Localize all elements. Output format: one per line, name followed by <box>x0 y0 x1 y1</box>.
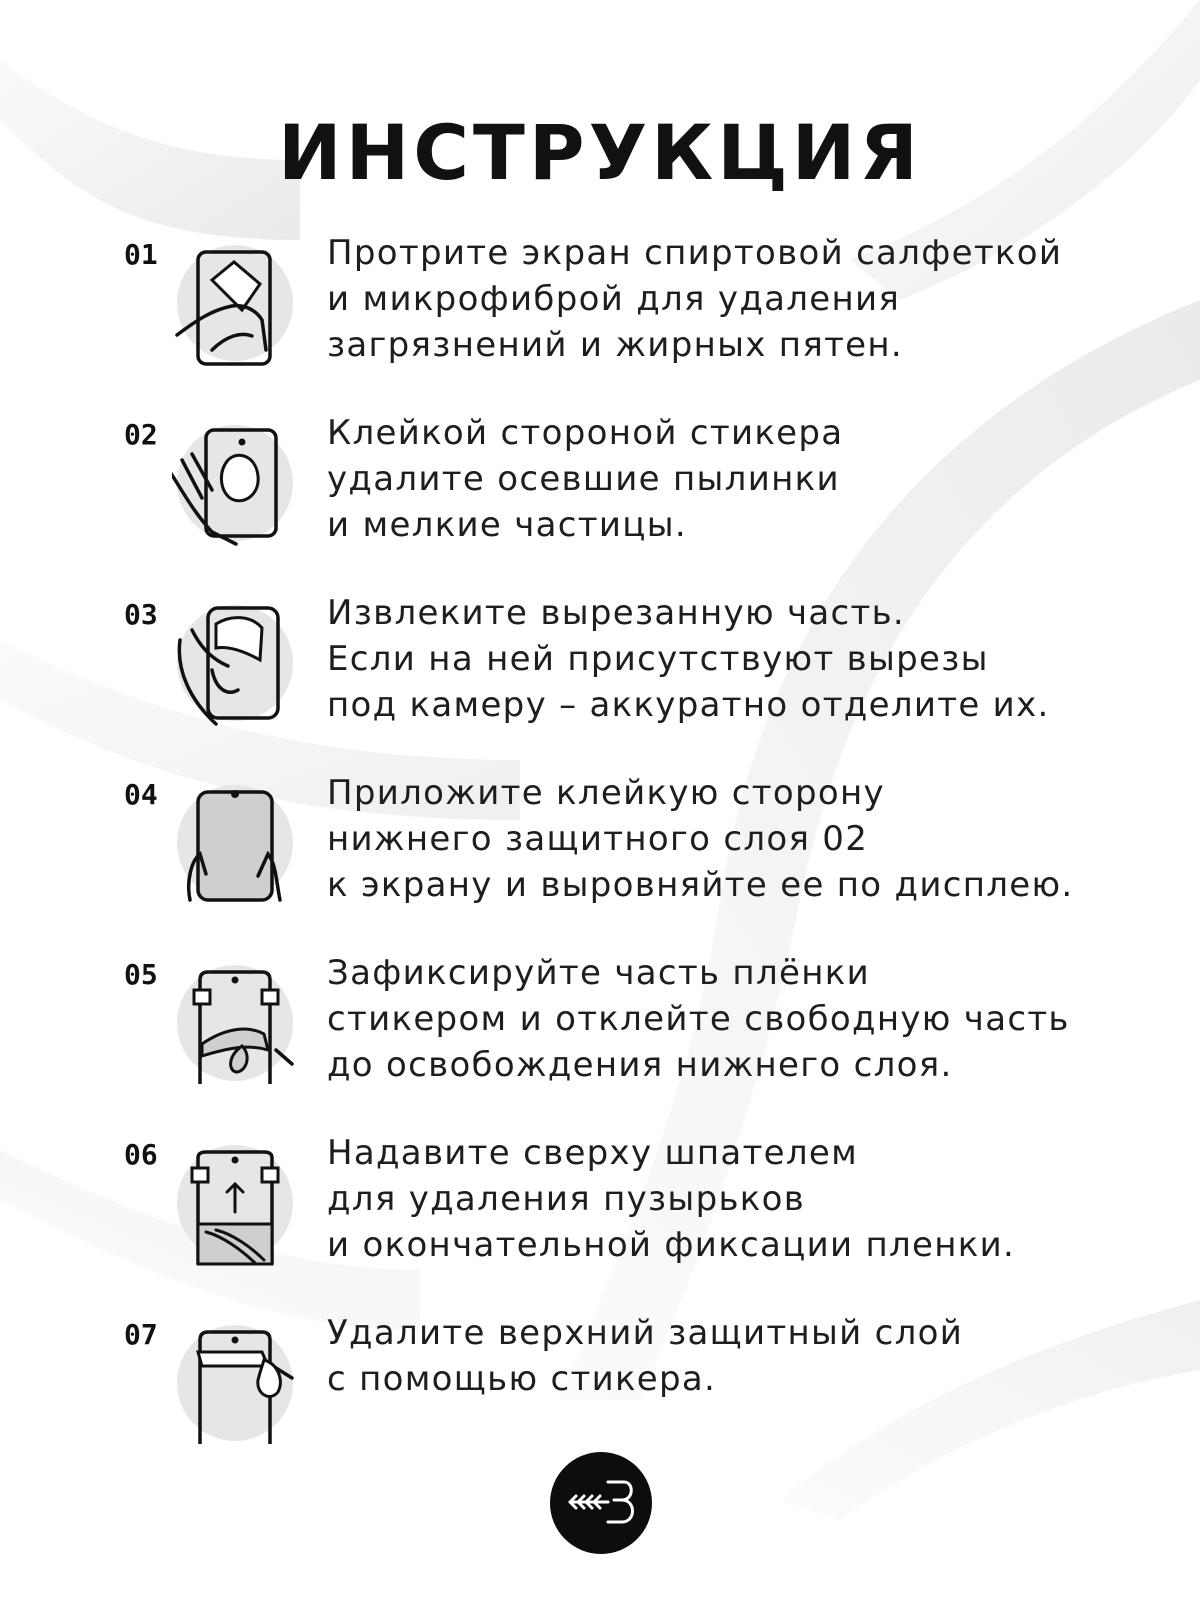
wipe-screen-icon <box>172 240 298 366</box>
step-instruction: Надавите сверху шпателем для удаления пузырьков и окончательной фиксации пленки. <box>327 1133 1016 1265</box>
step-instruction: Удалите верхний защитный слой с помощью стикера. <box>327 1313 964 1399</box>
fix-film-icon <box>172 960 298 1086</box>
step-01 <box>0 233 1200 378</box>
squeegee-icon <box>172 1140 298 1266</box>
step-instruction: Зафиксируйте часть плёнки стикером и отклейте свободную часть до освобождения нижнего слоя. <box>327 953 1070 1085</box>
step-06 <box>0 1133 1200 1278</box>
step-number: 06 <box>124 1138 158 1171</box>
step-instruction: Клейкой стороной стикера удалите осевшие пылинки и мелкие частицы. <box>327 413 844 545</box>
step-number: 01 <box>124 238 158 271</box>
step-number: 02 <box>124 418 158 451</box>
brand-arrow-logo-icon <box>550 1452 652 1554</box>
step-04 <box>0 773 1200 918</box>
brand-logo <box>550 1452 652 1554</box>
step-number: 04 <box>124 778 158 811</box>
page-title: ИНСТРУКЦИЯ <box>278 108 922 197</box>
sticker-dust-icon <box>172 420 298 546</box>
peel-cutout-icon <box>172 600 298 726</box>
step-07 <box>0 1313 1200 1458</box>
step-number: 03 <box>124 598 158 631</box>
step-instruction: Протрите экран спиртовой салфеткой и микрофиброй для удаления загрязнений и жирных пятен. <box>327 233 1063 365</box>
step-number: 05 <box>124 958 158 991</box>
step-instruction: Извлеките вырезанную часть. Если на ней присутствуют вырезы под камеру – аккуратно отделите их. <box>327 593 1050 725</box>
step-02 <box>0 413 1200 558</box>
step-03 <box>0 593 1200 738</box>
apply-film-icon <box>172 780 298 906</box>
step-instruction: Приложите клейкую сторону нижнего защитного слоя 02 к экрану и выровняйте ее по дисплею. <box>327 773 1074 905</box>
step-number: 07 <box>124 1318 158 1351</box>
remove-top-layer-icon <box>172 1320 298 1446</box>
step-05 <box>0 953 1200 1098</box>
